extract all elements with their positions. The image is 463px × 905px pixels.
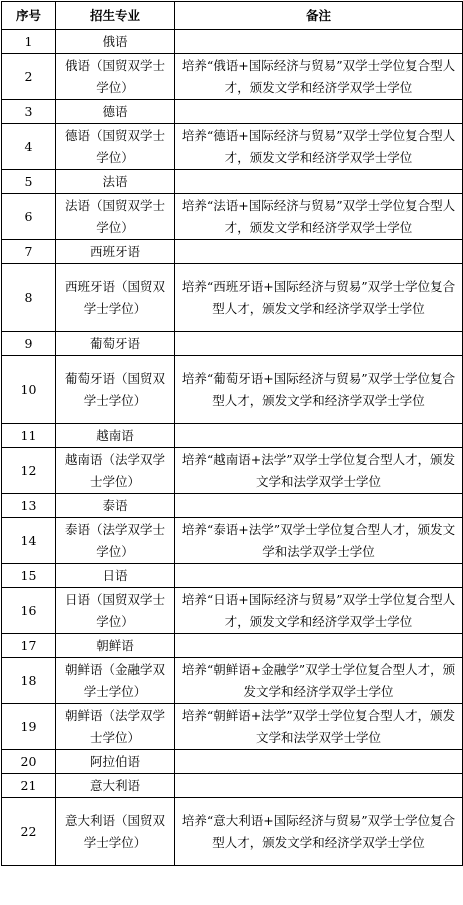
row-note: 培养“葡萄牙语+国际经济与贸易”双学士学位复合型人才，颁发文学和经济学双学士学位 [175,356,463,424]
table-row [2,356,463,424]
majors-table [1,1,463,866]
row-note [175,30,463,54]
row-number: 14 [2,518,56,564]
header-note: 备注 [175,2,463,30]
table-row [2,658,463,704]
row-major: 越南语 [56,424,175,448]
row-major: 日语 [56,564,175,588]
row-major: 法语 [56,170,175,194]
table-row [2,448,463,494]
row-number: 20 [2,750,56,774]
row-major: 泰语 [56,494,175,518]
row-note [175,424,463,448]
table-row [2,494,463,518]
row-number: 12 [2,448,56,494]
row-number: 7 [2,240,56,264]
table-row [2,564,463,588]
row-number: 13 [2,494,56,518]
row-number: 19 [2,704,56,750]
table-row [2,240,463,264]
row-note: 培养“朝鲜语+金融学”双学士学位复合型人才，颁发文学和经济学双学士学位 [175,658,463,704]
row-number: 11 [2,424,56,448]
row-number: 21 [2,774,56,798]
table-row [2,774,463,798]
row-major: 俄语（国贸双学士学位） [56,54,175,100]
row-major: 德语（国贸双学士学位） [56,124,175,170]
header-number: 序号 [2,2,56,30]
table-row [2,332,463,356]
row-note [175,170,463,194]
row-note: 培养“越南语+法学”双学士学位复合型人才，颁发文学和法学双学士学位 [175,448,463,494]
row-number: 16 [2,588,56,634]
row-major: 西班牙语 [56,240,175,264]
row-major: 日语（国贸双学士学位） [56,588,175,634]
row-note: 培养“俄语+国际经济与贸易”双学士学位复合型人才，颁发文学和经济学双学士学位 [175,54,463,100]
row-note: 培养“日语+国际经济与贸易”双学士学位复合型人才，颁发文学和经济学双学士学位 [175,588,463,634]
row-major: 西班牙语（国贸双学士学位） [56,264,175,332]
table-row [2,634,463,658]
row-note [175,564,463,588]
row-note: 培养“朝鲜语+法学”双学士学位复合型人才，颁发文学和法学双学士学位 [175,704,463,750]
row-note [175,634,463,658]
table-row [2,588,463,634]
table-row [2,264,463,332]
row-major: 法语（国贸双学士学位） [56,194,175,240]
table-row [2,100,463,124]
row-number: 1 [2,30,56,54]
table-row [2,518,463,564]
row-number: 2 [2,54,56,100]
row-major: 朝鲜语 [56,634,175,658]
table-row [2,798,463,866]
row-major: 越南语（法学双学士学位） [56,448,175,494]
row-number: 17 [2,634,56,658]
table-row [2,704,463,750]
row-major: 葡萄牙语 [56,332,175,356]
row-number: 3 [2,100,56,124]
row-major: 朝鲜语（金融学双学士学位） [56,658,175,704]
row-major: 俄语 [56,30,175,54]
row-major: 意大利语 [56,774,175,798]
row-note [175,240,463,264]
row-number: 22 [2,798,56,866]
row-note: 培养“法语+国际经济与贸易”双学士学位复合型人才，颁发文学和经济学双学士学位 [175,194,463,240]
row-major: 阿拉伯语 [56,750,175,774]
row-major: 泰语（法学双学士学位） [56,518,175,564]
table-row [2,750,463,774]
row-number: 4 [2,124,56,170]
header-major: 招生专业 [56,2,175,30]
row-note: 培养“意大利语+国际经济与贸易”双学士学位复合型人才，颁发文学和经济学双学士学位 [175,798,463,866]
row-number: 9 [2,332,56,356]
row-number: 10 [2,356,56,424]
table-row [2,124,463,170]
row-note: 培养“西班牙语+国际经济与贸易”双学士学位复合型人才，颁发文学和经济学双学士学位 [175,264,463,332]
row-number: 18 [2,658,56,704]
table-row [2,30,463,54]
row-major: 朝鲜语（法学双学士学位） [56,704,175,750]
table-header [2,2,463,30]
table-body [2,30,463,866]
row-note: 培养“泰语+法学”双学士学位复合型人才，颁发文学和法学双学士学位 [175,518,463,564]
row-number: 6 [2,194,56,240]
row-number: 15 [2,564,56,588]
row-number: 8 [2,264,56,332]
table-row [2,424,463,448]
table-row [2,194,463,240]
row-major: 葡萄牙语（国贸双学士学位） [56,356,175,424]
table-row [2,170,463,194]
row-note [175,100,463,124]
row-note [175,494,463,518]
row-major: 德语 [56,100,175,124]
row-note [175,774,463,798]
row-note: 培养“德语+国际经济与贸易”双学士学位复合型人才，颁发文学和经济学双学士学位 [175,124,463,170]
row-note [175,750,463,774]
header-row [2,2,463,30]
row-note [175,332,463,356]
row-major: 意大利语（国贸双学士学位） [56,798,175,866]
table-row [2,54,463,100]
row-number: 5 [2,170,56,194]
